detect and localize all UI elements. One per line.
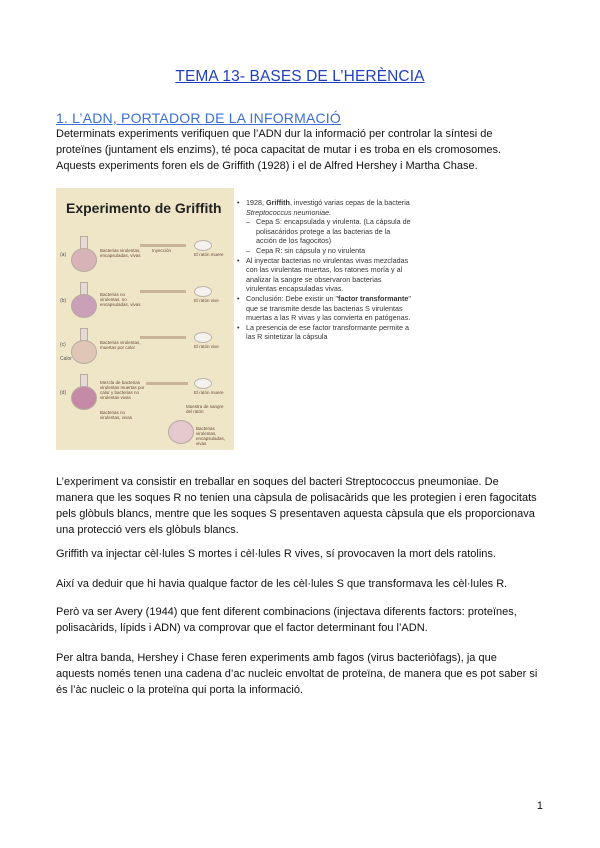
flask-body xyxy=(71,386,97,410)
section-heading: 1. L’ADN, PORTADOR DE LA INFORMACIÓ xyxy=(56,110,341,126)
bullet-item: • 1928, Griffith, investigó varias cepas de la bacteria Streptococcus neumoniae. xyxy=(236,198,412,217)
syringe-icon xyxy=(140,244,186,247)
text-line: Per altra banda, Hershey i Chase feren experiments amb fagos (virus bacteriòfags), ja que xyxy=(56,652,497,664)
syringe-icon xyxy=(140,336,186,339)
text-line: Així va deduir que hi havia qualque factor de les cèl·lules S que transformava les cèl·lules R. xyxy=(56,578,508,590)
figure-title: Experimento de Griffith xyxy=(66,200,222,216)
injection-label: Inyección xyxy=(152,248,172,253)
flask-caption: Bacterias virulentas, muertas por calor xyxy=(100,340,141,350)
mouse-icon xyxy=(194,378,212,389)
flask-body xyxy=(71,340,97,364)
flask-caption: Bacterias virulentas, encapsuladas, vivas xyxy=(196,426,226,446)
text-line: Aquests experiments foren els de Griffith (1928) i el de Alfred Hershey i Martha Chase. xyxy=(56,160,478,172)
syringe-icon xyxy=(146,382,188,385)
mouse-icon xyxy=(194,286,212,297)
bullet-item: • Al inyectar bacterias no virulentas vivas mezcladas con las virulentas muertas, los ratones moría y al analizar la sangre se observaron bacterias virulentas encapsuladas vivas. xyxy=(236,256,412,294)
sub-bullet-item: – Cepa R: sin cápsula y no virulenta xyxy=(236,246,412,256)
text-line: pels glòbuls blancs, mentre que les soques S presentaven aquesta càpsula que els proporcionava xyxy=(56,508,535,520)
syringe-icon xyxy=(140,290,186,293)
sub-bullet-item: – Cepa S: encapsulada y virulenta. (La cápsula de polisacáridos protege a las bacterias de la acción de los fagocitos) xyxy=(236,217,412,246)
text-line: polisacàrids, lípids i ADN) va comprovar que el factor determinant fou l’ADN. xyxy=(56,622,428,634)
flask-caption: Mezcla de bacterias virulentas muertas por calor y bacterias no virulentas vivas xyxy=(100,380,145,400)
flask-caption: Bacterias virulentas, encapsuladas, vivas xyxy=(100,248,141,258)
body-paragraph xyxy=(56,546,552,562)
experiment-row-c xyxy=(56,328,234,372)
body-paragraph xyxy=(56,576,552,592)
text-line: proteïnes (juntament els enzims), té poca capacitat de mutar i es troba en els cromosomes. xyxy=(56,144,502,156)
flask-caption: Bacterias no virulentas, no encapsuladas, vivas xyxy=(100,292,141,307)
outcome-label: El ratón vive xyxy=(194,298,219,303)
flask-body xyxy=(168,420,194,444)
page-title: TEMA 13- BASES DE L’HERÈNCIA xyxy=(175,68,425,85)
flask-body xyxy=(71,294,97,318)
intro-paragraph xyxy=(56,126,552,174)
experiment-row-a xyxy=(56,236,234,280)
row-label: (c) xyxy=(60,342,66,348)
experiment-row-b xyxy=(56,282,234,326)
text-line: aquests només tenen una cadena d’ac nucleic envoltat de proteïna, de manera que es pot saber si xyxy=(56,668,538,680)
text-line: Griffith va injectar cèl·lules S mortes i cèl·lules R vives, sí provocaven la mort dels ratolins. xyxy=(56,548,496,560)
flask-caption: Bacterias no virulentas, vivas xyxy=(100,410,133,420)
body-paragraph xyxy=(56,474,552,538)
text-line: Però va ser Avery (1944) que fent diferent combinacions (injectava diferents factors: proteïnes, xyxy=(56,606,517,618)
bullet-item: • La presencia de ese factor transformante permite a las R sintetizar la cápsula xyxy=(236,323,412,342)
body-paragraph xyxy=(56,604,552,636)
text-line: Determinats experiments verifiquen que l’ADN dur la informació per controlar la síntesi de xyxy=(56,128,493,140)
body-paragraph xyxy=(56,650,552,698)
figure-illustration-panel xyxy=(56,188,234,450)
outcome-label: El ratón muere xyxy=(194,390,224,395)
text-line: una protecció vers els glòbuls blancs. xyxy=(56,524,239,536)
page-number: 1 xyxy=(536,800,543,812)
heat-label: Calor xyxy=(60,356,72,362)
outcome-label: El ratón muere xyxy=(194,252,224,257)
row-label: (d) xyxy=(60,390,67,396)
flask-body xyxy=(71,248,97,272)
bullet-item: • Conclusión: Debe existir un "factor transformante" que se transmite desde las bacterias S virulentas muertas a las R vivas y las convierta en patógenas. xyxy=(236,294,412,323)
row-label: (a) xyxy=(60,252,67,258)
row-label: (b) xyxy=(60,298,67,304)
griffith-figure xyxy=(56,188,412,450)
text-line: és l’àc nucleic o la proteïna qui porta la informació. xyxy=(56,684,304,696)
blood-sample-label: Muestra de sangre del ratón xyxy=(186,404,224,414)
mouse-icon xyxy=(194,240,212,251)
outcome-label: El ratón vive xyxy=(194,344,219,349)
text-line: manera que les soques R no tenien una càpsula de polisacàrids que les protegien i eren fagocitats xyxy=(56,492,537,504)
mouse-icon xyxy=(194,332,212,343)
experiment-row-d xyxy=(56,374,234,448)
text-line: L’experiment va consistir en treballar en soques del bacteri Streptococcus pneumoniae. De xyxy=(56,476,499,488)
figure-bullet-list xyxy=(236,198,412,342)
